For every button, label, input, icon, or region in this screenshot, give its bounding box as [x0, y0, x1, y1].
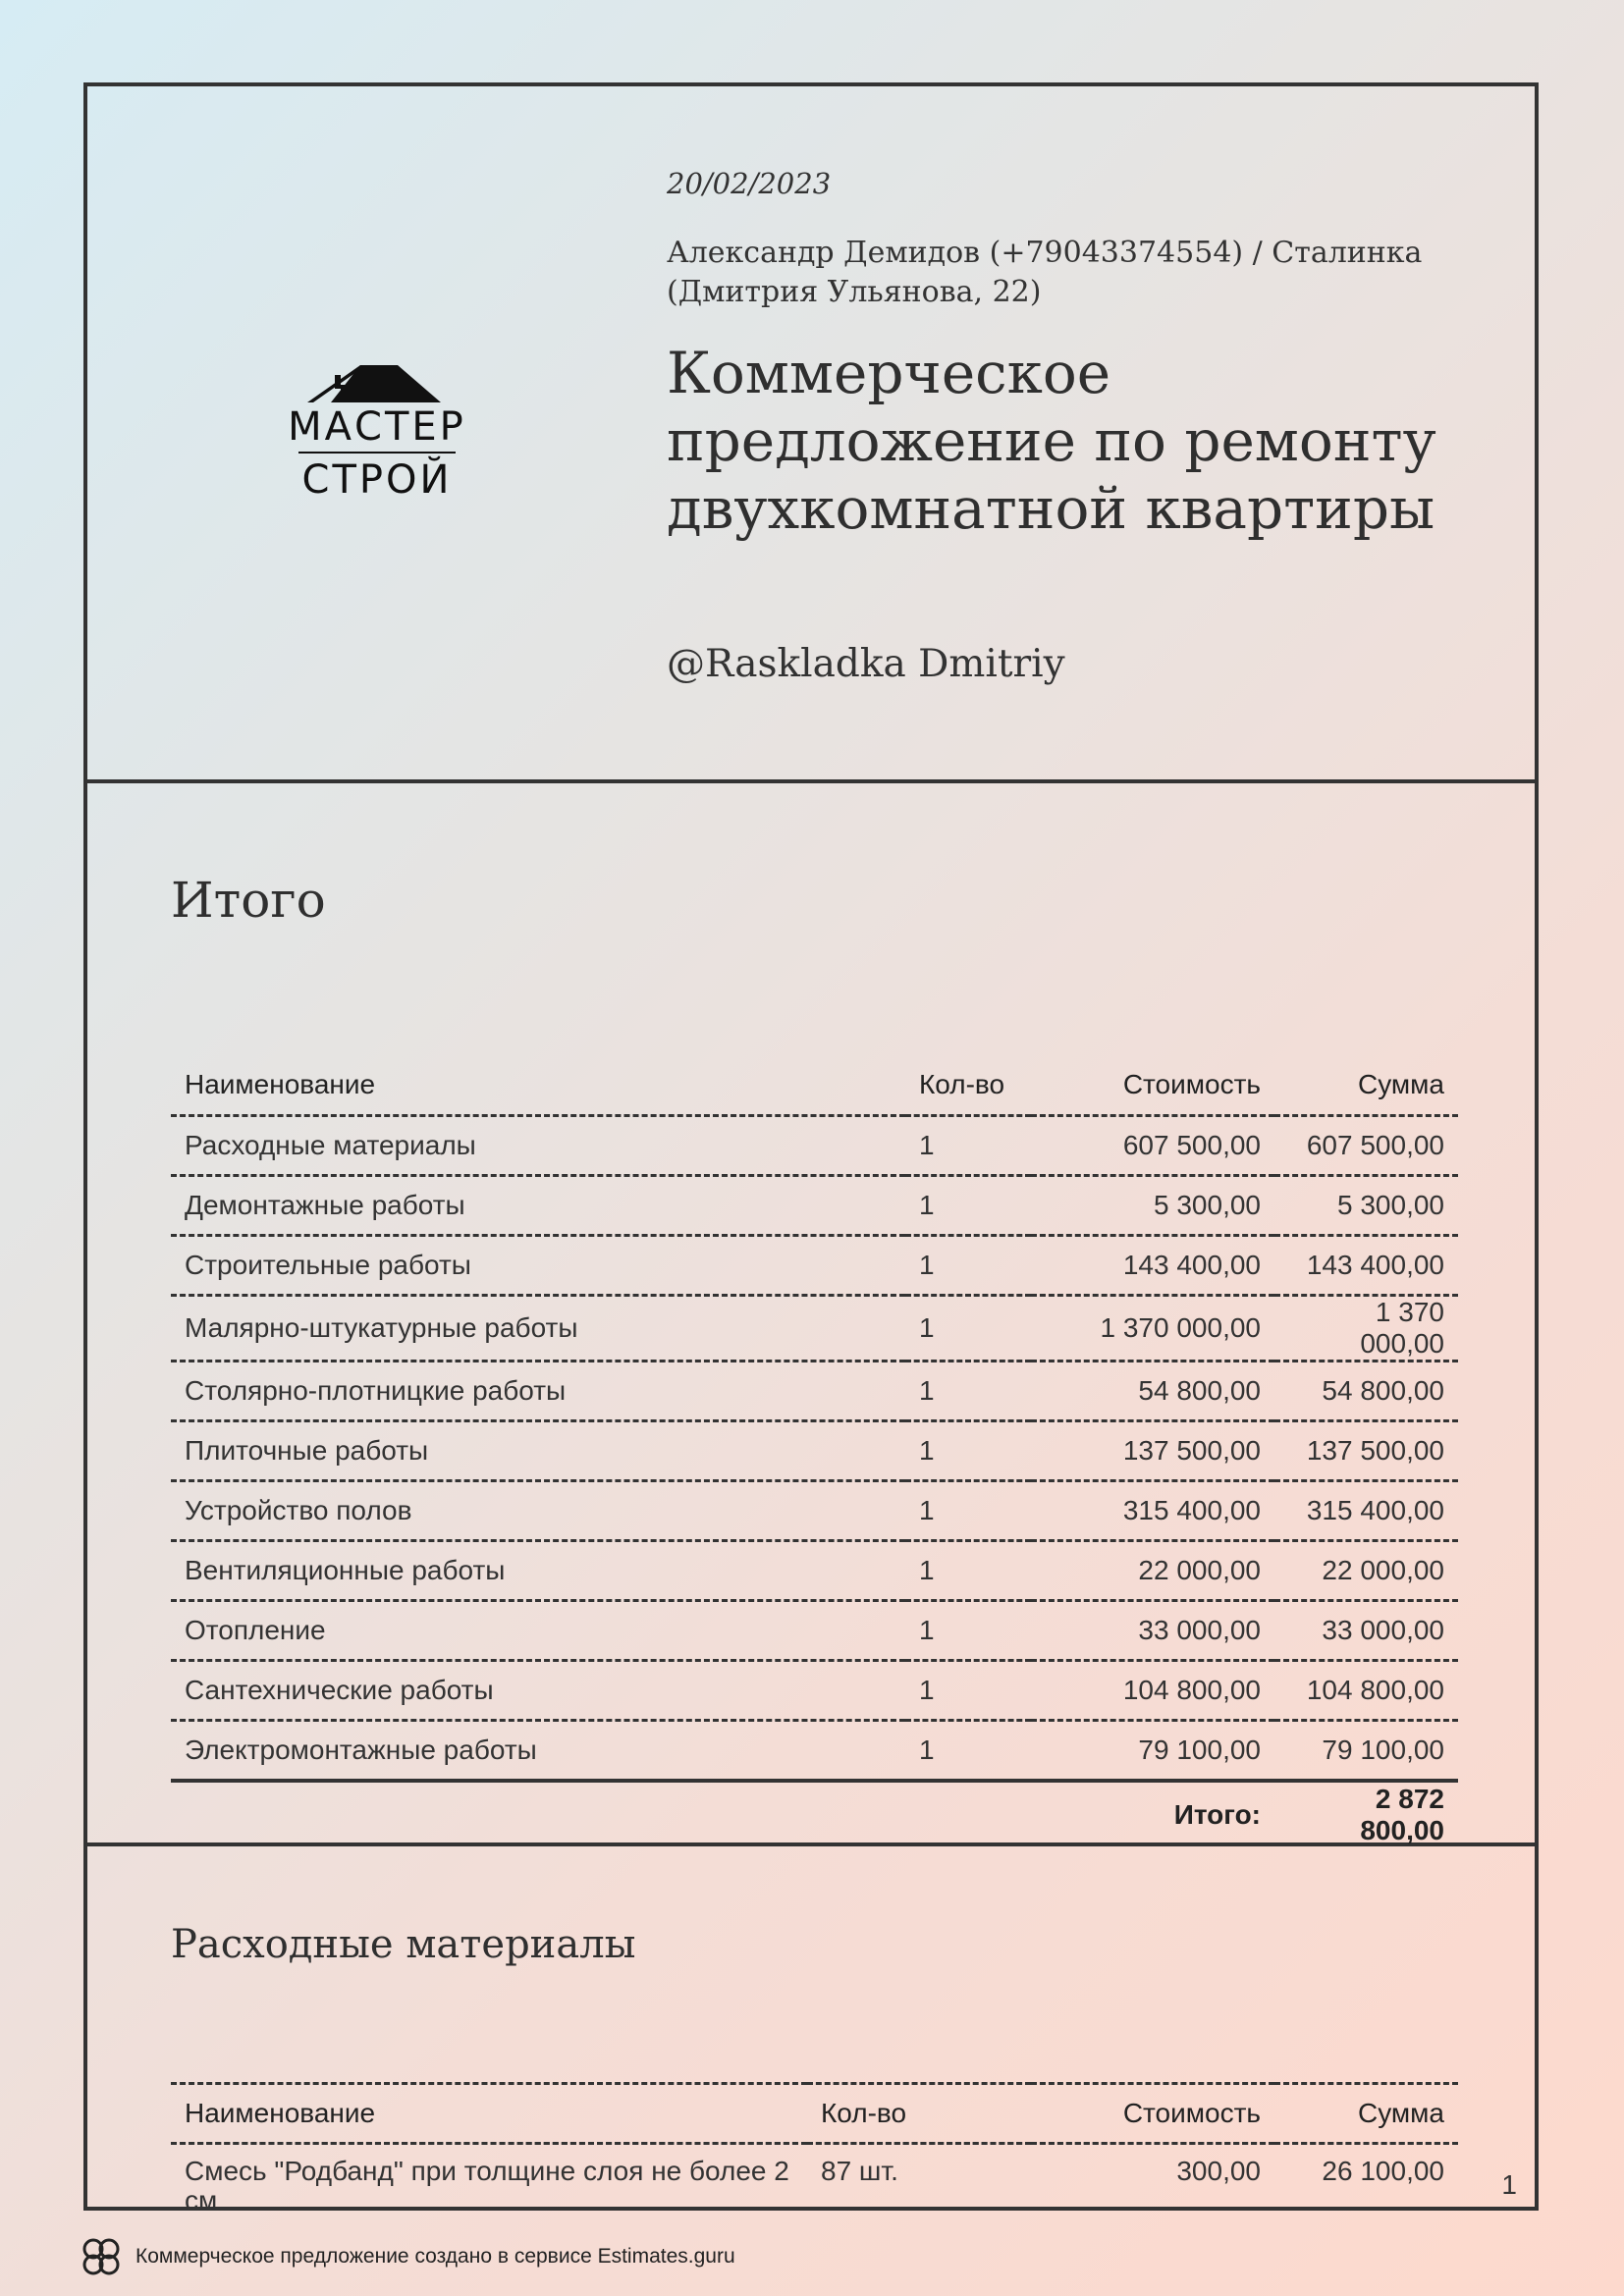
table-cell: 104 800,00 — [1031, 1661, 1274, 1721]
table-cell: 54 800,00 — [1031, 1362, 1274, 1421]
table-cell: Столярно-плотницкие работы — [171, 1362, 905, 1421]
table-row — [171, 1601, 1458, 1661]
author: @Raskladka Dmitriy — [667, 642, 1065, 686]
table-cell: 87 шт. — [821, 2156, 898, 2186]
table-cell: Вентиляционные работы — [171, 1541, 905, 1601]
table-cell: 1 370 000,00 — [1031, 1296, 1274, 1362]
page-number: 1 — [1501, 2169, 1517, 2200]
table-cell: 1 — [905, 1116, 1031, 1176]
table-cell: 1 — [905, 1176, 1031, 1236]
table-cell: 1 — [905, 1721, 1031, 1782]
table-cell: 300,00 — [1176, 2156, 1261, 2186]
table-row — [171, 2144, 1458, 2216]
table-cell: 22 000,00 — [1274, 1541, 1458, 1601]
table-cell: 137 500,00 — [1274, 1421, 1458, 1481]
table-row — [171, 1721, 1458, 1782]
section-divider — [87, 779, 1535, 783]
table-cell: Смесь "Родбанд" при толщине слоя не более 2 см — [185, 2156, 789, 2216]
table-cell: 22 000,00 — [1031, 1541, 1274, 1601]
table-cell: Малярно-штукатурные работы — [171, 1296, 905, 1362]
table-cell: 1 370 000,00 — [1274, 1296, 1458, 1362]
table-cell: 1 — [905, 1541, 1031, 1601]
table-row — [171, 1296, 1458, 1362]
total-value: 2 872 800,00 — [1360, 1784, 1444, 1845]
materials-title: Расходные материалы — [171, 1922, 636, 1967]
table-cell: Расходные материалы — [171, 1116, 905, 1176]
logo-rule — [298, 452, 456, 454]
table-cell: 5 300,00 — [1031, 1176, 1274, 1236]
table-cell: 5 300,00 — [1274, 1176, 1458, 1236]
table-cell: 79 100,00 — [1274, 1721, 1458, 1782]
table-cell: 79 100,00 — [1031, 1721, 1274, 1782]
table-row — [171, 1481, 1458, 1541]
table-cell: 104 800,00 — [1274, 1661, 1458, 1721]
total-row — [171, 1781, 1458, 1847]
document-date: 20/02/2023 — [667, 167, 832, 200]
column-header: Сумма — [1274, 2084, 1458, 2144]
table-cell: Строительные работы — [171, 1236, 905, 1296]
table-cell: 33 000,00 — [1274, 1601, 1458, 1661]
table-cell: 1 — [905, 1661, 1031, 1721]
table-cell: 1 — [905, 1296, 1031, 1362]
table-cell: 315 400,00 — [1274, 1481, 1458, 1541]
column-header: Наименование — [171, 2084, 807, 2144]
table-cell: 137 500,00 — [1031, 1421, 1274, 1481]
table-row — [171, 1661, 1458, 1721]
table-cell — [905, 1781, 1031, 1847]
column-header: Наименование — [171, 1055, 905, 1116]
table-cell: Плиточные работы — [171, 1421, 905, 1481]
column-header: Стоимость — [1031, 1055, 1274, 1116]
table-cell: Электромонтажные работы — [171, 1721, 905, 1782]
table-cell: 1 — [905, 1236, 1031, 1296]
table-cell: 607 500,00 — [1274, 1116, 1458, 1176]
column-header: Стоимость — [1031, 2084, 1274, 2144]
document-title: Коммерческое предложение по ремонту двухкомнатной квартиры — [667, 340, 1436, 542]
table-cell: 54 800,00 — [1274, 1362, 1458, 1421]
table-cell — [171, 1781, 905, 1847]
column-header: Сумма — [1274, 1055, 1458, 1116]
estimates-logo-icon — [81, 2236, 122, 2277]
logo-text-bottom: СТРОЙ — [301, 457, 453, 503]
document-frame — [83, 82, 1539, 2216]
house-roof-icon — [303, 361, 451, 404]
table-cell: 315 400,00 — [1031, 1481, 1274, 1541]
company-logo — [284, 361, 470, 503]
table-header-row — [171, 1055, 1458, 1116]
table-row — [171, 1236, 1458, 1296]
summary-table — [171, 1055, 1458, 1847]
table-cell: Демонтажные работы — [171, 1176, 905, 1236]
table-row — [171, 1116, 1458, 1176]
table-cell: 1 — [905, 1481, 1031, 1541]
total-label: Итого: — [1173, 1799, 1261, 1830]
table-row — [171, 1176, 1458, 1236]
table-cell: Сантехнические работы — [171, 1661, 905, 1721]
table-header-row — [171, 2084, 1458, 2144]
table-cell: 143 400,00 — [1031, 1236, 1274, 1296]
summary-title: Итого — [171, 872, 326, 929]
table-cell: 1 — [905, 1362, 1031, 1421]
materials-table — [171, 2082, 1458, 2216]
table-cell: 1 — [905, 1421, 1031, 1481]
table-cell: 26 100,00 — [1322, 2156, 1444, 2186]
footer-text: Коммерческое предложение создано в сервисе Estimates.guru — [135, 2245, 735, 2268]
table-cell: 143 400,00 — [1274, 1236, 1458, 1296]
table-row — [171, 1541, 1458, 1601]
column-header: Кол-во — [807, 2084, 1031, 2144]
table-row — [171, 1362, 1458, 1421]
table-cell: Отопление — [171, 1601, 905, 1661]
table-row — [171, 1421, 1458, 1481]
logo-text-top: МАСТЕР — [288, 404, 466, 450]
table-cell: 1 — [905, 1601, 1031, 1661]
column-header: Кол-во — [905, 1055, 1031, 1116]
footer — [81, 2236, 735, 2277]
client-info: Александр Демидов (+79043374554) / Сталинка (Дмитрия Ульянова, 22) — [667, 236, 1423, 309]
table-cell: 33 000,00 — [1031, 1601, 1274, 1661]
table-cell: Устройство полов — [171, 1481, 905, 1541]
table-cell: 607 500,00 — [1031, 1116, 1274, 1176]
